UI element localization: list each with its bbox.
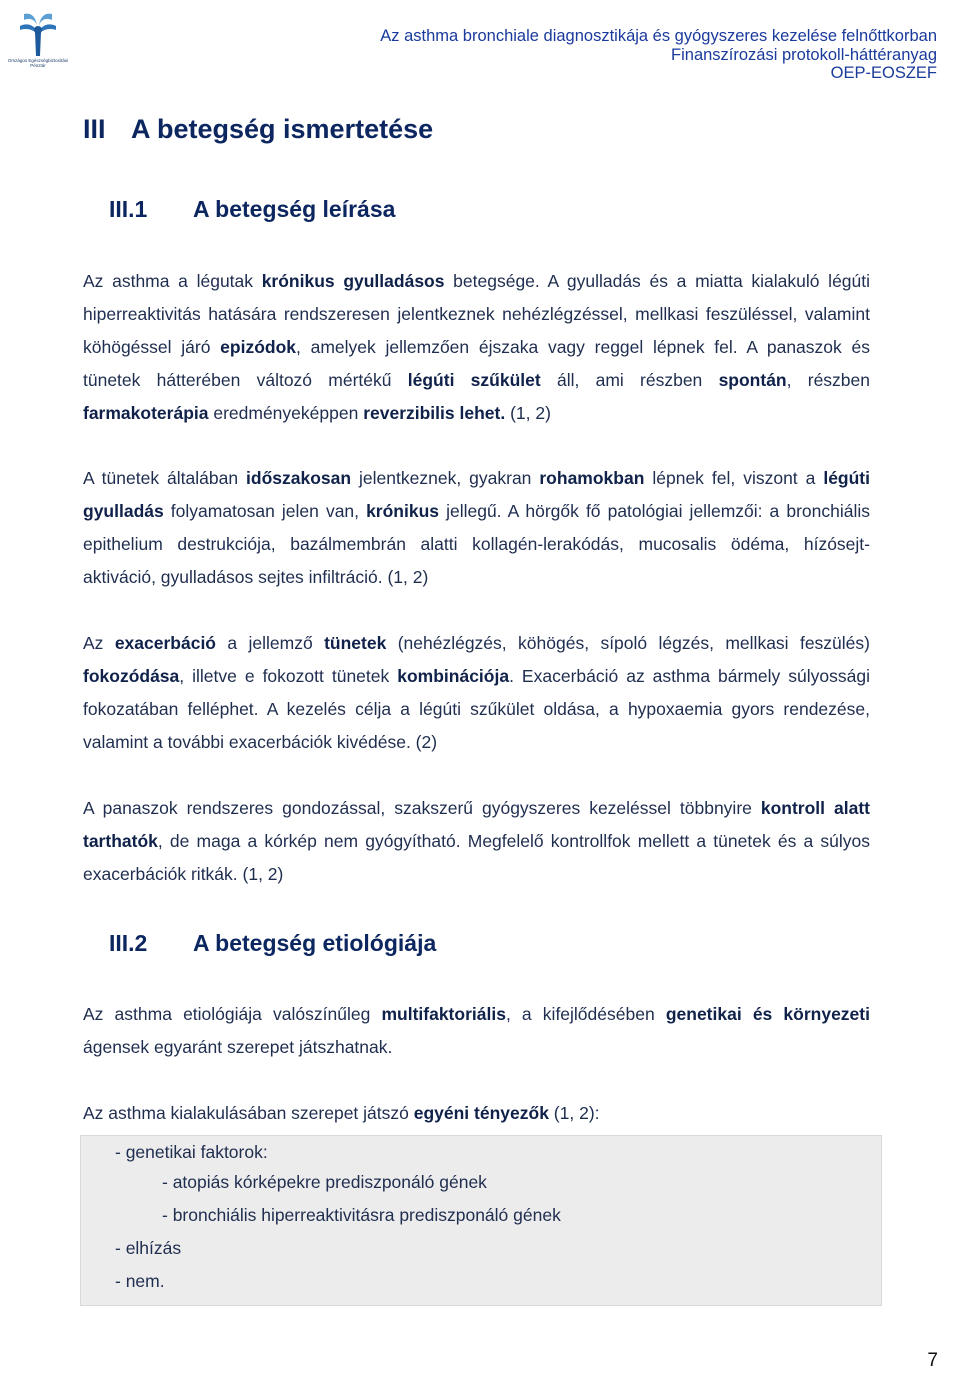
paragraph-3: Az exacerbáció a jellemző tünetek (nehézlégzés, köhögés, sípoló légzés, mellkasi feszülés) fokozódása, illetve e fokozott tünetek kombinációja. Exacerbáció az asthma bármely súlyossági fokozatában felléphet. A kezelés célja a légúti szűkület oldása, a hypoxaemia gyors rendezése, valamint a további exacerbációk kivédése. (2) xyxy=(83,633,870,752)
list-item: - elhízás xyxy=(115,1238,182,1258)
paragraph-2: A tünetek általában időszakosan jelentkeznek, gyakran rohamokban lépnek fel, viszont a légúti gyulladás folyamatosan jelen van, krónikus jellegű. A hörgők fő patológiai jellemzői: a bronchiális epithelium destrukciója, bazálmembrán alatti kollagén-lerakódás, mucosalis ödéma, hízósejt-aktiváció, gyulladásos sejtes infiltráció. (1, 2) xyxy=(83,468,870,587)
section-title: A betegség ismertetése xyxy=(131,114,434,144)
logo-caption: Országos Egészségbiztosítási Pénztár xyxy=(7,58,69,68)
header-subtitle: Finanszírozási protokoll-háttéranyag xyxy=(671,45,937,64)
subsection-number: III.1 xyxy=(109,196,148,222)
list-item: - atopiás kórképekre prediszponáló gének xyxy=(162,1172,487,1192)
page-number: 7 xyxy=(927,1350,938,1371)
risk-factor-box xyxy=(80,1135,882,1306)
subsection-title: A betegség etiológiája xyxy=(193,930,437,956)
running-header xyxy=(380,27,937,83)
subsection-heading-2 xyxy=(109,930,436,957)
paragraph-4: A panaszok rendszeres gondozással, szakszerű gyógyszeres kezeléssel többnyire kontroll alatt tarthatók, de maga a kórkép nem gyógyítható. Megfelelő kontrollfok mellett a tünetek és a súlyos exacerbációk ritkák. (1, 2) xyxy=(83,798,870,884)
list-item: - genetikai faktorok: xyxy=(115,1142,268,1162)
section-heading xyxy=(83,114,433,145)
list-item: - bronchiális hiperreaktivitásra prediszponáló gének xyxy=(162,1205,561,1225)
subsection-heading-1 xyxy=(109,196,395,223)
section-number: III xyxy=(83,114,106,144)
list-item: - nem. xyxy=(115,1271,165,1291)
header-org: OEP-EOSZEF xyxy=(830,64,937,82)
subsection-number: III.2 xyxy=(109,930,148,956)
subsection-title: A betegség leírása xyxy=(193,196,396,222)
paragraph-6: Az asthma kialakulásában szerepet játszó egyéni tényezők (1, 2): xyxy=(83,1103,600,1123)
paragraph-5: Az asthma etiológiája valószínűleg multifaktoriális, a kifejlődésében genetikai és környezeti ágensek egyaránt szerepet játszhatnak. xyxy=(83,1004,870,1057)
paragraph-1: Az asthma a légutak krónikus gyulladásos betegsége. A gyulladás és a miatta kialakuló légúti hiperreaktivitás hatására rendszeresen jelentkeznek nehézlégzéssel, mellkasi feszüléssel, valamint köhögéssel járó epizódok, amelyek jellemzően éjszaka vagy reggel lépnek fel. A panaszok és tünetek hátterében változó mértékű légúti szűkület áll, ami részben spontán, részben farmakoterápia eredményeképpen reverzibilis lehet. (1, 2) xyxy=(83,271,871,423)
header-title: Az asthma bronchiale diagnosztikája és gyógyszeres kezelése felnőttkorban xyxy=(380,27,937,45)
